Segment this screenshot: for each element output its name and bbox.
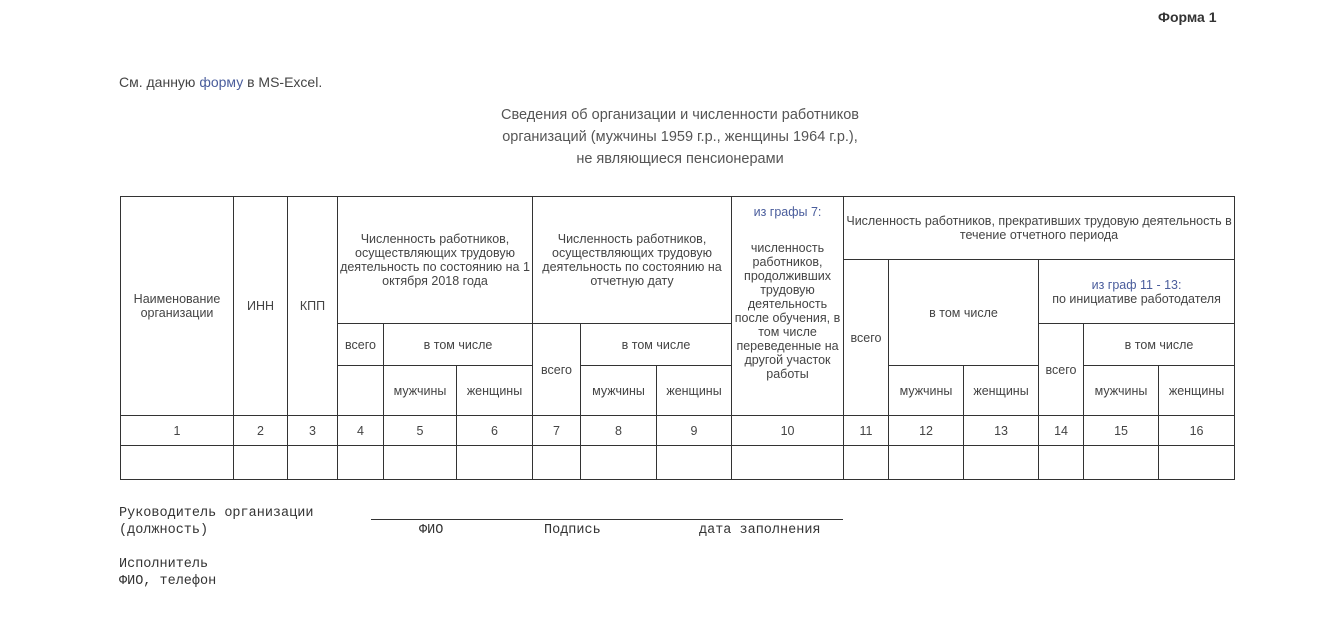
initiative-text: по инициативе работодателя: [1052, 291, 1221, 306]
column-number: 5: [384, 416, 457, 446]
header-report-women: женщины: [657, 366, 732, 416]
header-oct-including: в том числе: [384, 324, 533, 366]
initiative-link[interactable]: из граф 11 - 13:: [1091, 277, 1182, 292]
column-number: 11: [844, 416, 889, 446]
signature-line: [371, 519, 843, 520]
header-ceased-women: женщины: [964, 366, 1039, 416]
data-cell[interactable]: [533, 446, 581, 480]
column-number: 6: [457, 416, 533, 446]
header-oct-men: мужчины: [384, 366, 457, 416]
column-number: 8: [581, 416, 657, 446]
column-number: 16: [1159, 416, 1235, 446]
header-col10: [732, 197, 844, 416]
excel-note-prefix: См. данную: [119, 74, 200, 90]
column-number: 15: [1084, 416, 1159, 446]
data-cell[interactable]: [121, 446, 234, 480]
column-number: 13: [964, 416, 1039, 446]
header-initiative-including: в том числе: [1084, 324, 1235, 366]
column-number: 7: [533, 416, 581, 446]
header-report-total: всего: [533, 324, 581, 416]
col10-link[interactable]: из графы 7:: [753, 205, 822, 219]
data-cell[interactable]: [1084, 446, 1159, 480]
col10-text: численность работников, продолживших трудовую деятельность после обучения, в том числе переведенные на другой участок работы: [734, 241, 841, 381]
header-report-including: в том числе: [581, 324, 732, 366]
data-cell[interactable]: [581, 446, 657, 480]
data-cell[interactable]: [889, 446, 964, 480]
signature-label: Подпись: [544, 523, 601, 538]
data-cell[interactable]: [844, 446, 889, 480]
header-ceased-men: мужчины: [889, 366, 964, 416]
data-cell[interactable]: [338, 446, 384, 480]
title-line-2: организаций (мужчины 1959 г.р., женщины 1964 г.р.),: [502, 129, 858, 145]
excel-form-link[interactable]: форму: [199, 74, 244, 90]
column-number: 1: [121, 416, 234, 446]
column-number-row: [121, 416, 1235, 446]
header-count-ceased: Численность работников, прекративших трудовую деятельность в течение отчетного периода: [844, 197, 1235, 260]
data-cell[interactable]: [964, 446, 1039, 480]
title-line-1: Сведения об организации и численности работников: [500, 107, 860, 123]
excel-note-suffix: в MS-Excel.: [243, 74, 323, 90]
fio-label: ФИО: [419, 523, 444, 538]
column-number: 9: [657, 416, 732, 446]
report-form-table: [120, 196, 1235, 480]
header-initiative-men: мужчины: [1084, 366, 1159, 416]
header-org-name: Наименование организации: [121, 197, 234, 416]
data-cell[interactable]: [384, 446, 457, 480]
executor-contact-label: ФИО, телефон: [119, 574, 217, 589]
data-cell[interactable]: [1039, 446, 1084, 480]
header-ceased-total: всего: [844, 260, 889, 416]
data-cell[interactable]: [288, 446, 338, 480]
header-count-oct-2018: Численность работников, осуществляющих трудовую деятельность по состоянию на 1 октября 2018 года: [338, 197, 533, 324]
header-kpp: КПП: [288, 197, 338, 416]
data-cell[interactable]: [1159, 446, 1235, 480]
form-number-label: Форма 1: [1158, 9, 1217, 25]
header-oct-women: женщины: [457, 366, 533, 416]
header-ceased-including: в том числе: [889, 260, 1039, 366]
header-employer-initiative: [1039, 260, 1235, 324]
data-entry-row: [121, 446, 1235, 480]
position-label: (должность): [119, 523, 209, 538]
header-initiative-total: всего: [1039, 324, 1084, 416]
title-line-3: не являющиеся пенсионерами: [576, 151, 784, 167]
header-count-report-date: Численность работников, осуществляющих трудовую деятельность по состоянию на отчетную дату: [533, 197, 732, 324]
column-number: 12: [889, 416, 964, 446]
data-cell[interactable]: [732, 446, 844, 480]
data-cell[interactable]: [457, 446, 533, 480]
column-number: 14: [1039, 416, 1084, 446]
header-initiative-women: женщины: [1159, 366, 1235, 416]
header-oct-blank: [338, 366, 384, 416]
data-cell[interactable]: [657, 446, 732, 480]
excel-note: [119, 74, 322, 90]
date-label: дата заполнения: [699, 523, 821, 538]
column-number: 4: [338, 416, 384, 446]
column-number: 10: [732, 416, 844, 446]
column-number: 2: [234, 416, 288, 446]
data-cell[interactable]: [234, 446, 288, 480]
header-inn: ИНН: [234, 197, 288, 416]
executor-label: Исполнитель: [119, 557, 209, 572]
document-title: [380, 104, 980, 170]
column-number: 3: [288, 416, 338, 446]
header-oct-total: всего: [338, 324, 384, 366]
head-label: Руководитель организации: [119, 506, 314, 521]
header-report-men: мужчины: [581, 366, 657, 416]
